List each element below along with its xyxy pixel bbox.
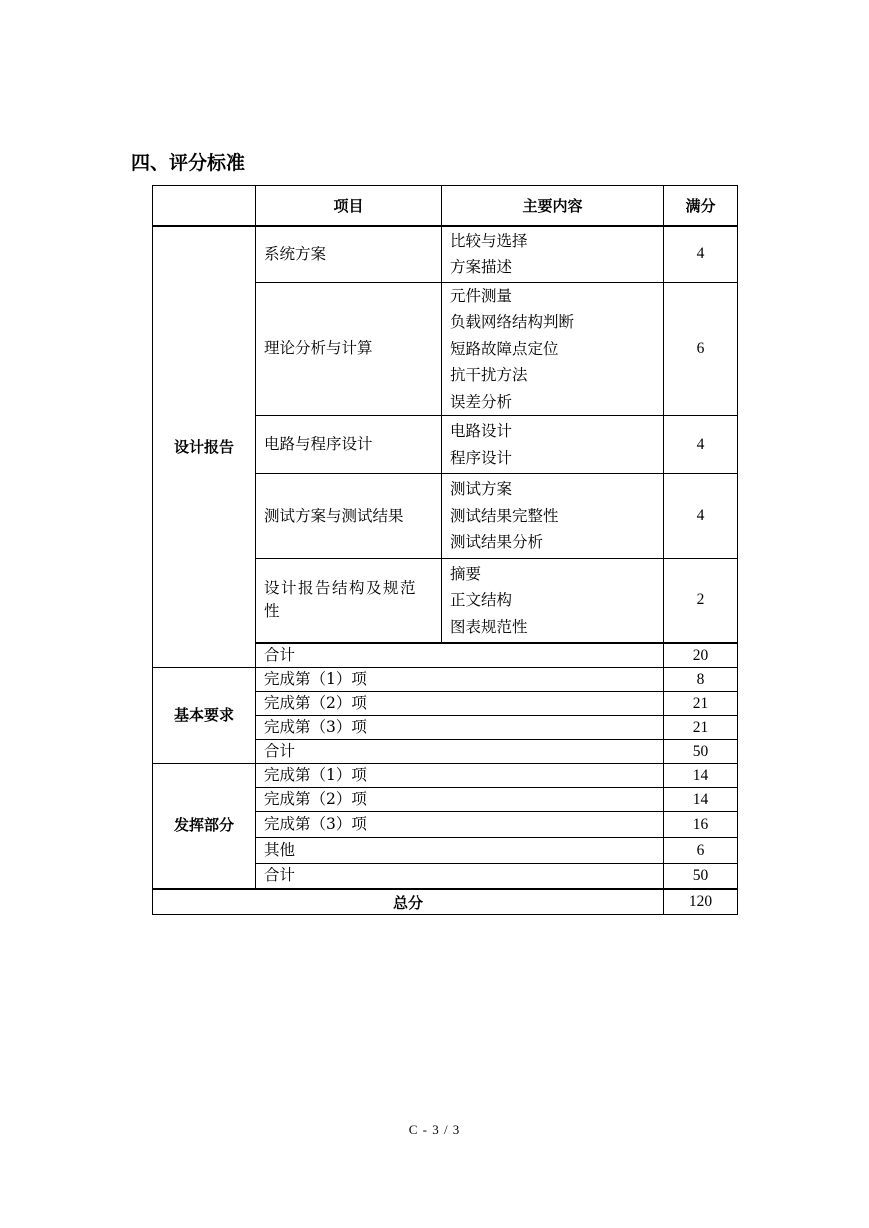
subtotal-score: 20 [664,643,738,668]
group-advanced: 发挥部分 [153,763,256,889]
table-row [153,763,738,787]
subtotal-score: 50 [664,863,738,889]
header-score: 满分 [664,186,738,227]
total-score: 120 [664,889,738,915]
row-score: 6 [664,837,738,863]
subtotal-label: 合计 [256,643,664,668]
subtotal-label: 合计 [256,863,664,889]
row-score: 14 [664,763,738,787]
row-item: 其他 [256,837,664,863]
table-row [153,226,738,282]
section-title: 四、评分标准 [131,152,246,174]
row-content: 元件测量 负载网络结构判断 短路故障点定位 抗干扰方法 误差分析 [442,282,664,416]
group-design-report: 设计报告 [153,226,256,667]
total-row [153,889,738,915]
subtotal-score: 50 [664,739,738,763]
row-score: 21 [664,691,738,715]
row-score: 4 [664,474,738,559]
row-score: 21 [664,715,738,739]
row-score: 4 [664,416,738,474]
row-item: 完成第（3）项 [256,715,664,739]
row-score: 4 [664,226,738,282]
scoring-table [152,185,738,915]
table-row [153,667,738,691]
row-score: 8 [664,667,738,691]
header-item: 项目 [256,186,442,227]
row-item: 理论分析与计算 [256,282,442,416]
row-score: 6 [664,282,738,416]
row-score: 2 [664,559,738,643]
page-number: C - 3 / 3 [408,1122,461,1137]
row-item: 设计报告结构及规范性 [256,559,442,643]
header-content: 主要内容 [442,186,664,227]
row-item: 完成第（3）项 [256,811,664,837]
group-basic: 基本要求 [153,667,256,763]
row-item: 电路与程序设计 [256,416,442,474]
total-label: 总分 [153,889,664,915]
row-item: 完成第（2）项 [256,691,664,715]
row-content: 测试方案 测试结果完整性 测试结果分析 [442,474,664,559]
header-blank [153,186,256,227]
subtotal-label: 合计 [256,739,664,763]
row-item: 完成第（1）项 [256,667,664,691]
row-item: 完成第（2）项 [256,787,664,811]
row-content: 比较与选择 方案描述 [442,226,664,282]
row-score: 14 [664,787,738,811]
row-content: 摘要 正文结构 图表规范性 [442,559,664,643]
row-score: 16 [664,811,738,837]
row-item: 系统方案 [256,226,442,282]
row-item: 测试方案与测试结果 [256,474,442,559]
row-content: 电路设计 程序设计 [442,416,664,474]
row-item: 完成第（1）项 [256,763,664,787]
table-header-row [153,186,738,227]
